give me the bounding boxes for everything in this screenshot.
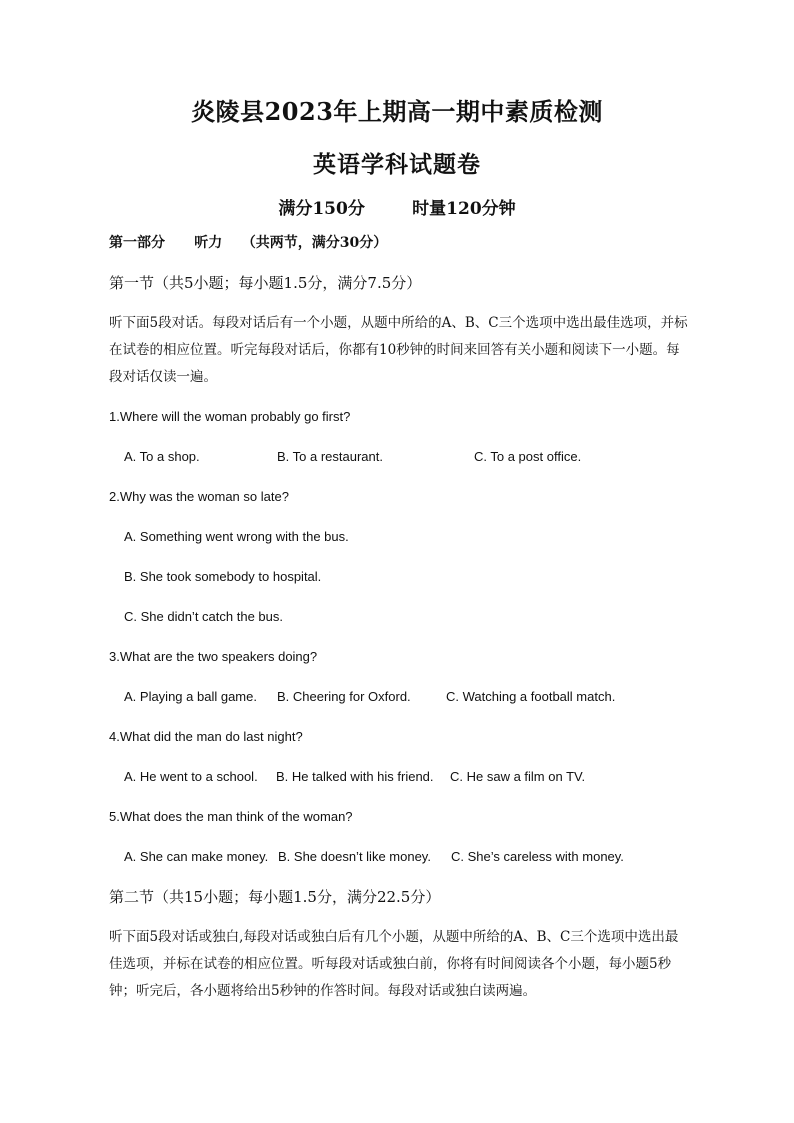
section2-instructions: 听下面5段对话或独白,每段对话或独白后有几个小题，从题中所给的A、B、C三个选项中选出最佳选项，并标在试卷的相应位置。听每段对话或独白前，你将有时间阅读各个小题，每小题5秒钟；听完后，各小题将给出5秒钟的作答时间。每段对话或独白读两遍。	[109, 929, 679, 999]
q1-option-b: B. To a restaurant.	[277, 449, 383, 464]
q1-option-a: A. To a shop.	[124, 449, 200, 464]
q5-option-c: C. She’s careless with money.	[451, 849, 624, 864]
question-5: 5.What does the man think of the woman?	[109, 809, 353, 824]
exam-subtitle: 英语学科试题卷	[313, 151, 481, 178]
q5-option-a: A. She can make money.	[124, 849, 269, 864]
q3-option-c: C. Watching a football match.	[446, 689, 616, 704]
q4-option-a: A. He went to a school.	[124, 769, 258, 784]
score-time-line: 满分150分 时量120分钟	[278, 199, 516, 219]
q3-option-b: B. Cheering for Oxford.	[277, 689, 411, 704]
q2-option-b: B. She took somebody to hospital.	[124, 569, 322, 584]
q2-option-a: A. Something went wrong with the bus.	[124, 529, 349, 544]
question-1: 1.Where will the woman probably go first?	[109, 409, 351, 424]
question-2: 2.Why was the woman so late?	[109, 489, 289, 504]
q1-option-c: C. To a post office.	[474, 449, 582, 464]
section1-heading: 第一节（共5小题；每小题1.5分，满分7.5分）	[109, 274, 422, 292]
part1-heading: 第一部分 听力 （共两节，满分30分）	[109, 235, 388, 251]
exam-title: 炎陵县2023年上期高一期中素质检测	[191, 97, 603, 126]
question-4: 4.What did the man do last night?	[109, 729, 303, 744]
q4-option-c: C. He saw a film on TV.	[450, 769, 586, 784]
q3-option-a: A. Playing a ball game.	[124, 689, 257, 704]
section1-instructions: 听下面5段对话。每段对话后有一个小题，从题中所给的A、B、C三个选项中选出最佳选项，并标在试卷的相应位置。听完每段对话后，你都有10秒钟的时间来回答有关小题和阅读下一小题。每段对话仅读一遍。	[109, 315, 688, 385]
q5-option-b: B. She doesn’t like money.	[278, 849, 431, 864]
section2-heading: 第二节（共15小题；每小题1.5分，满分22.5分）	[109, 888, 441, 906]
q2-option-c: C. She didn’t catch the bus.	[124, 609, 283, 624]
question-3: 3.What are the two speakers doing?	[109, 649, 318, 664]
q4-option-b: B. He talked with his friend.	[276, 769, 434, 784]
